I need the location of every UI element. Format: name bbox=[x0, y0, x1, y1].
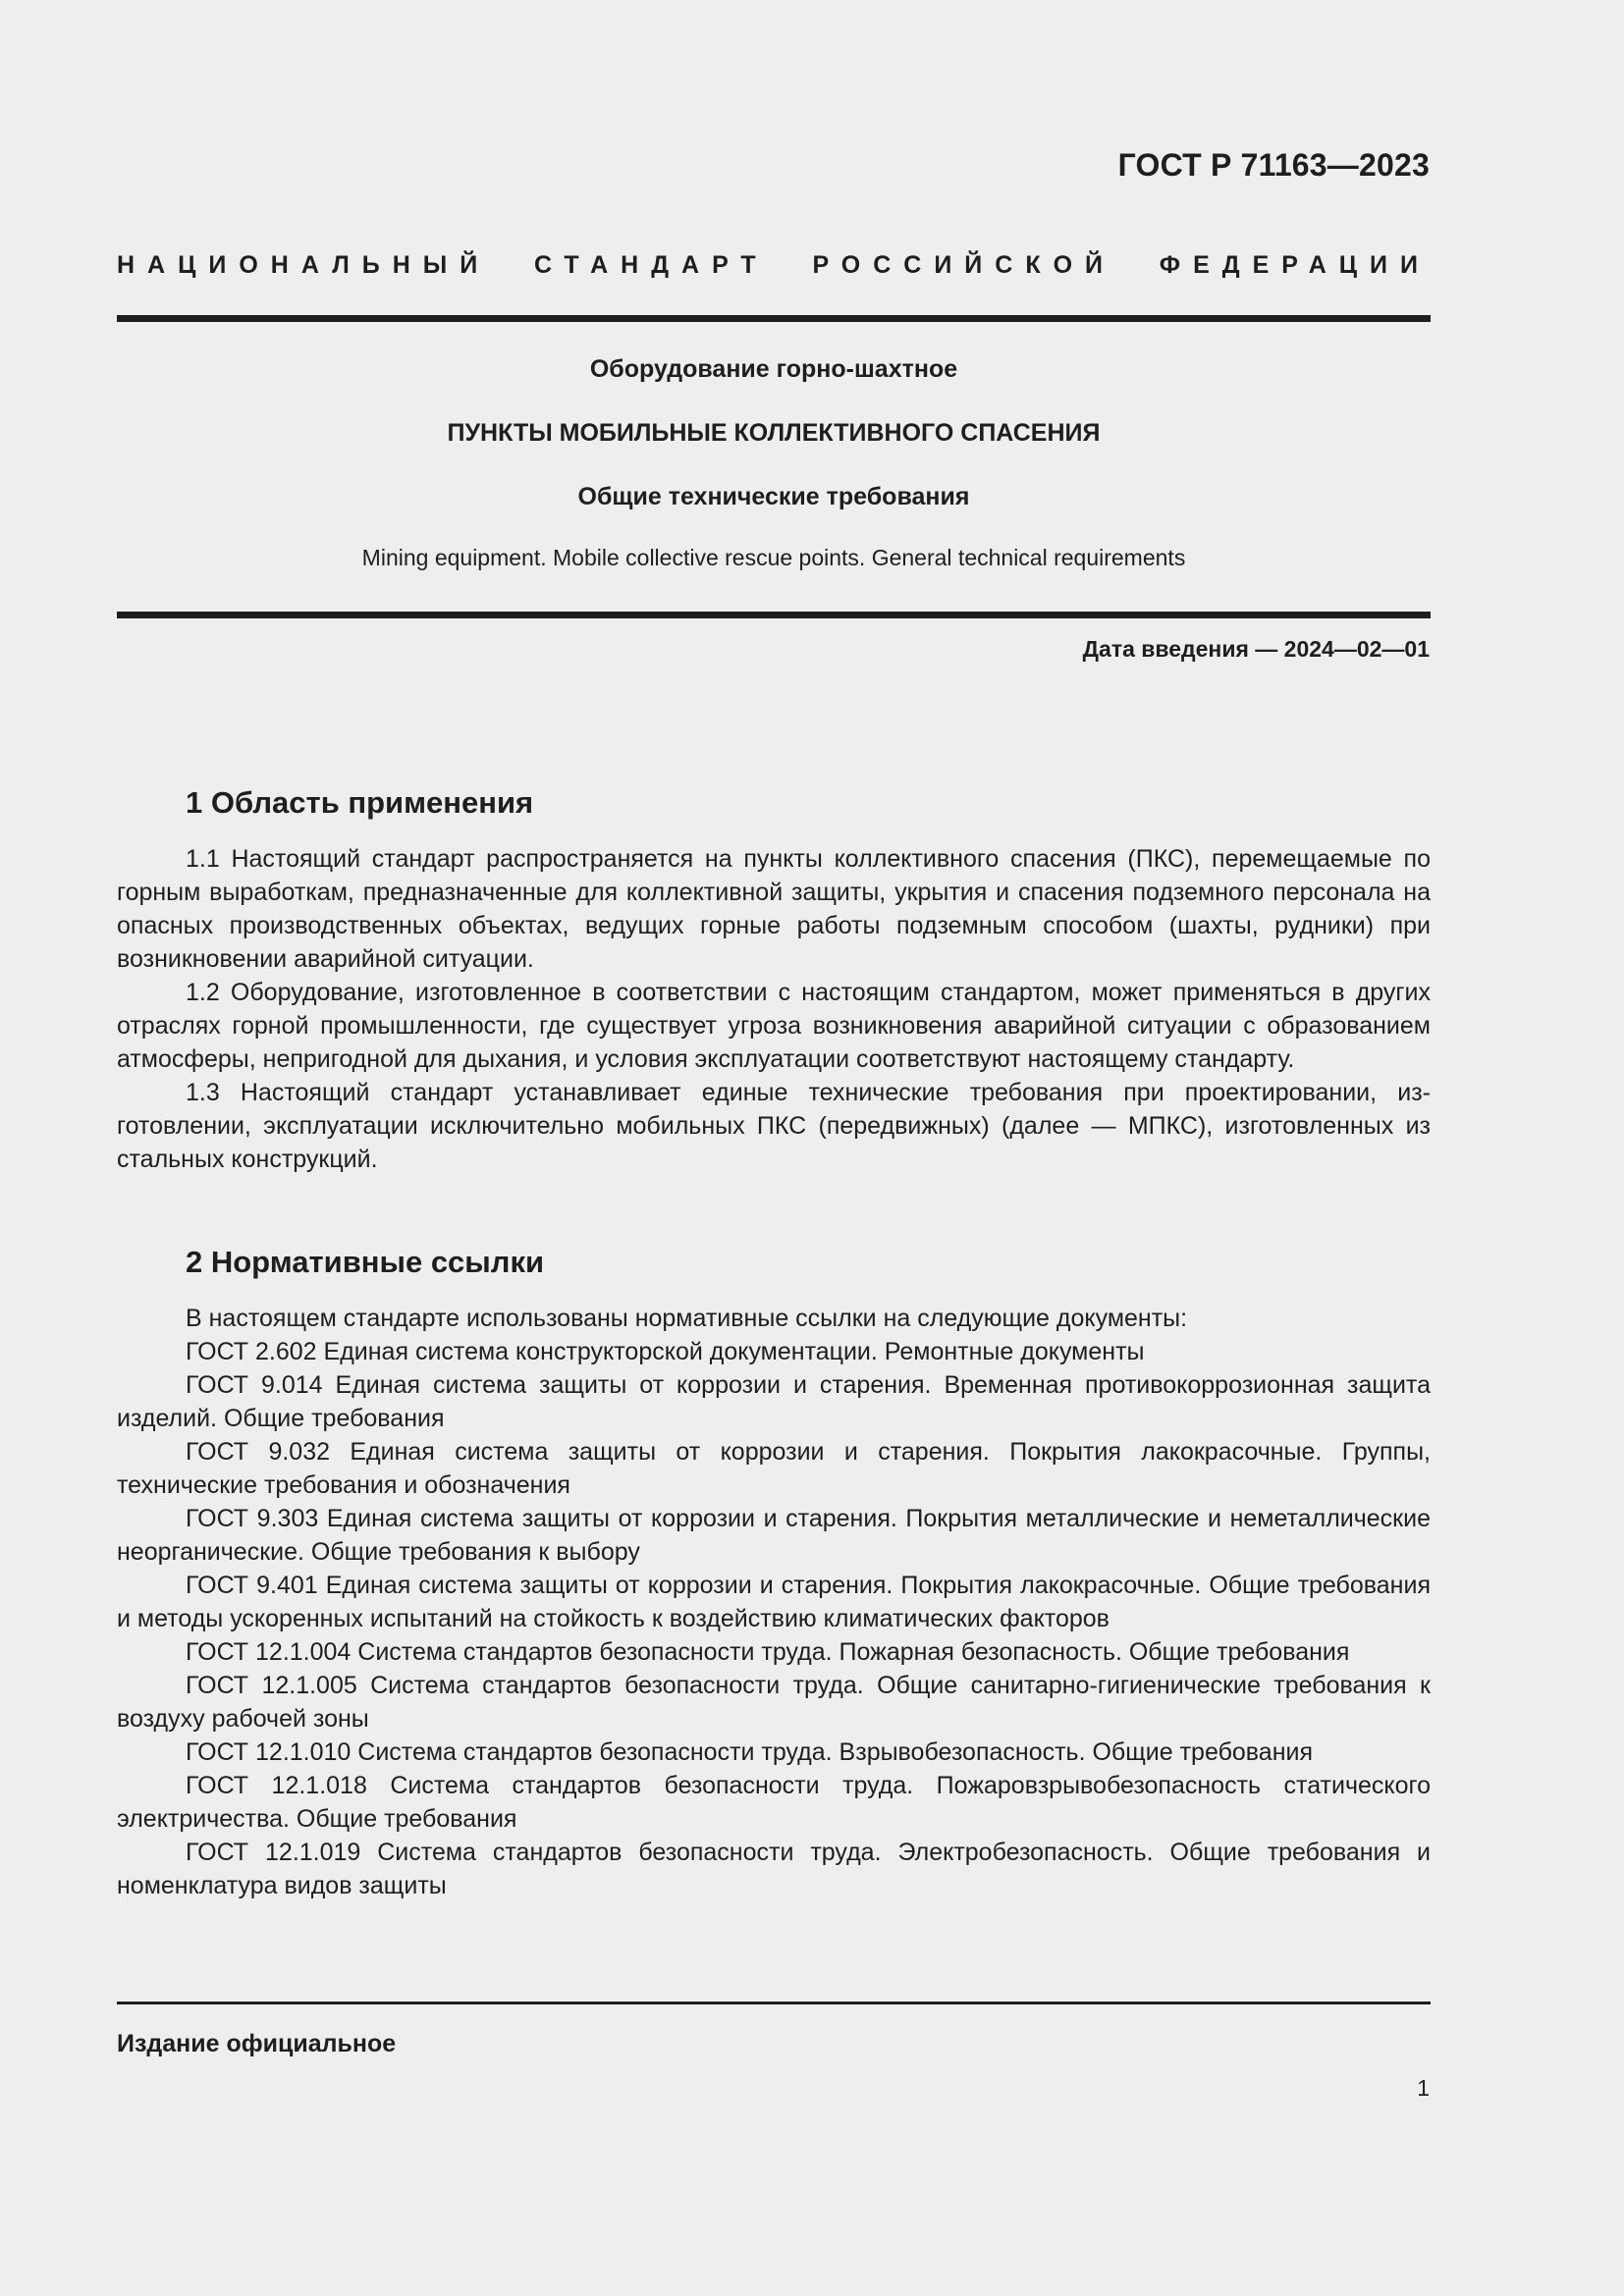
reference-item: ГОСТ 12.1.018 Система стандартов безопасности труда. Пожаровзрывобезопасность статического электричества. Общие требования bbox=[117, 1772, 1431, 1833]
reference-item: ГОСТ 9.401 Единая система защиты от коррозии и старения. Покрытия лакокрасочные. Общие требования и методы ускоренных испытаний на стойкость к воздействию климатических факторов bbox=[117, 1572, 1431, 1632]
section-heading-scope: 1 Область применения bbox=[186, 785, 534, 820]
paragraph: 1.3 Настоящий стандарт устанавливает единые технические требования при проектировании, изготовлении, эксплуатации исключительно мобильных ПКС (передвижных) (далее — МПКС), изготовленных из стальных конструкций. bbox=[117, 1079, 1431, 1173]
paragraph: В настоящем стандарте использованы нормативные ссылки на следующие документы: bbox=[186, 1305, 1188, 1332]
section-references-body bbox=[117, 1302, 1431, 1902]
reference-item: ГОСТ 2.602 Единая система конструкторской документации. Ремонтные документы bbox=[186, 1338, 1145, 1365]
national-standard-banner: НАЦИОНАЛЬНЫЙ СТАНДАРТ РОССИЙСКОЙ ФЕДЕРАЦИИ bbox=[117, 251, 1431, 279]
reference-item: ГОСТ 12.1.005 Система стандартов безопасности труда. Общие санитарно-гигиенические требования к воздуху рабочей зоны bbox=[117, 1672, 1431, 1733]
reference-item: ГОСТ 9.032 Единая система защиты от коррозии и старения. Покрытия лакокрасочные. Группы, технические требования и обозначения bbox=[117, 1438, 1431, 1499]
section-scope-body bbox=[117, 842, 1431, 1176]
title-divider bbox=[117, 612, 1431, 618]
footer-divider bbox=[117, 2002, 1431, 2004]
top-divider bbox=[117, 315, 1431, 322]
document-number: ГОСТ Р 71163—2023 bbox=[1117, 147, 1430, 183]
reference-item: ГОСТ 12.1.019 Система стандартов безопасности труда. Электробезопасность. Общие требования и номенклатура видов защиты bbox=[117, 1839, 1431, 1899]
paragraph: 1.1 Настоящий стандарт распространяется на пункты коллективного спасения (ПКС), перемещаемые по горным выработкам, предназначенные для коллективной защиты, укрытия и спасения подземного персонала на опасных производственных объектах, ведущих горные работы подземным способом (шахты, рудники) при возникновении аварийной ситуации. bbox=[117, 845, 1431, 973]
reference-item: ГОСТ 12.1.010 Система стандартов безопасности труда. Взрывобезопасность. Общие требования bbox=[186, 1738, 1314, 1766]
introduction-date: Дата введения — 2024—02—01 bbox=[1082, 636, 1430, 662]
title-subtitle: Общие технические требования bbox=[577, 483, 970, 510]
title-main: ПУНКТЫ МОБИЛЬНЫЕ КОЛЛЕКТИВНОГО СПАСЕНИЯ bbox=[447, 419, 1101, 447]
paragraph: 1.2 Оборудование, изготовленное в соответствии с настоящим стандартом, может применяться в других отраслях горной промышленности, где существует угроза возникновения аварийной ситуации с образованием атмосферы, непригодной для дыхания, и условия эксплуатации соответствуют настоящему стандарту. bbox=[117, 979, 1431, 1073]
section-heading-normative-references: 2 Нормативные ссылки bbox=[186, 1245, 545, 1279]
reference-item: ГОСТ 12.1.004 Система стандартов безопасности труда. Пожарная безопасность. Общие требования bbox=[186, 1638, 1350, 1666]
official-edition-label: Издание официальное bbox=[117, 2030, 397, 2057]
reference-item: ГОСТ 9.303 Единая система защиты от коррозии и старения. Покрытия металлические и неметаллические неорганические. Общие требования к выбору bbox=[117, 1505, 1431, 1566]
reference-item: ГОСТ 9.014 Единая система защиты от коррозии и старения. Временная противокоррозионная защита изделий. Общие требования bbox=[117, 1371, 1431, 1432]
title-category: Оборудование горно-шахтное bbox=[589, 355, 958, 383]
title-english: Mining equipment. Mobile collective rescue points. General technical requirements bbox=[361, 545, 1186, 570]
page-number: 1 bbox=[1417, 2075, 1430, 2101]
